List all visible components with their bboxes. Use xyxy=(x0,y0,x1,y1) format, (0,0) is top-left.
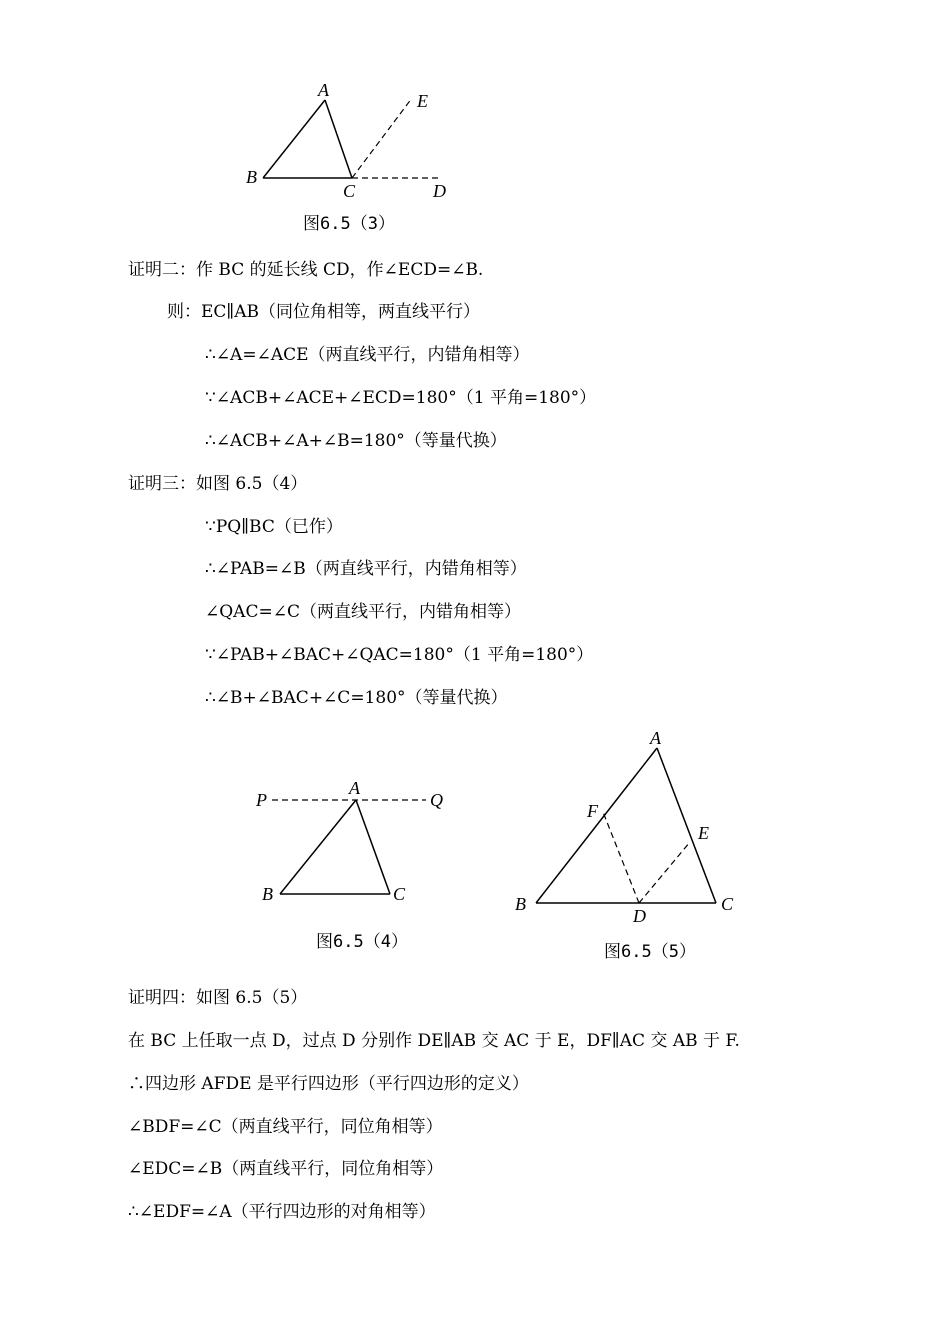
figure-caption-5: 图6.5（5） xyxy=(604,942,696,962)
point-label-b: B xyxy=(262,884,273,904)
text-line-15: ∠BDF=∠C（两直线平行，同位角相等） xyxy=(128,1117,443,1137)
text-line-4: ∵∠ACB+∠ACE+∠ECD=180°（1 平角=180°） xyxy=(205,388,597,408)
text-line-6: 证明三：如图 6.5（4） xyxy=(128,474,308,494)
figure-6-5-4 xyxy=(250,770,460,920)
figure-6-5-5 xyxy=(505,722,755,932)
point-label-b: B xyxy=(515,894,526,914)
text-line-13: 在 BC 上任取一点 D，过点 D 分别作 DE∥AB 交 AC 于 E，DF∥AC 交 AB 于 F. xyxy=(128,1031,740,1051)
point-label-e: E xyxy=(417,91,428,111)
text-line-14: ∴四边形 AFDE 是平行四边形（平行四边形的定义） xyxy=(128,1074,529,1094)
text-line-17: ∴∠EDF=∠A（平行四边形的对角相等） xyxy=(128,1202,436,1222)
text-line-2: 则：EC∥AB（同位角相等，两直线平行） xyxy=(167,302,481,322)
point-label-e: E xyxy=(698,823,709,843)
point-label-d: D xyxy=(633,906,646,926)
text-line-9: ∠QAC=∠C（两直线平行，内错角相等） xyxy=(205,602,521,622)
figure-caption-3: 图6.5（3） xyxy=(303,214,395,234)
text-line-5: ∴∠ACB+∠A+∠B=180°（等量代换） xyxy=(205,431,507,451)
text-line-10: ∵∠PAB+∠BAC+∠QAC=180°（1 平角=180°） xyxy=(205,645,594,665)
text-line-3: ∴∠A=∠ACE（两直线平行，内错角相等） xyxy=(205,345,530,365)
point-label-c: C xyxy=(721,894,734,914)
text-line-12: 证明四：如图 6.5（5） xyxy=(128,988,308,1008)
point-label-c: C xyxy=(393,884,406,904)
point-label-d: D xyxy=(433,181,446,201)
point-label-a: A xyxy=(650,728,661,748)
text-line-16: ∠EDC=∠B（两直线平行，同位角相等） xyxy=(128,1159,444,1179)
text-line-7: ∵PQ∥BC（已作） xyxy=(205,517,343,537)
point-label-a: A xyxy=(318,80,329,100)
text-line-8: ∴∠PAB=∠B（两直线平行，内错角相等） xyxy=(205,559,527,579)
point-label-q: Q xyxy=(430,790,443,810)
point-label-c: C xyxy=(343,181,356,201)
point-label-b: B xyxy=(246,167,257,187)
point-label-a: A xyxy=(349,778,360,798)
point-label-p: P xyxy=(256,790,267,810)
figure-caption-4: 图6.5（4） xyxy=(316,932,408,952)
text-line-11: ∴∠B+∠BAC+∠C=180°（等量代换） xyxy=(205,688,508,708)
point-label-f: F xyxy=(587,801,598,821)
text-line-1: 证明二：作 BC 的延长线 CD，作∠ECD=∠B. xyxy=(128,260,484,280)
